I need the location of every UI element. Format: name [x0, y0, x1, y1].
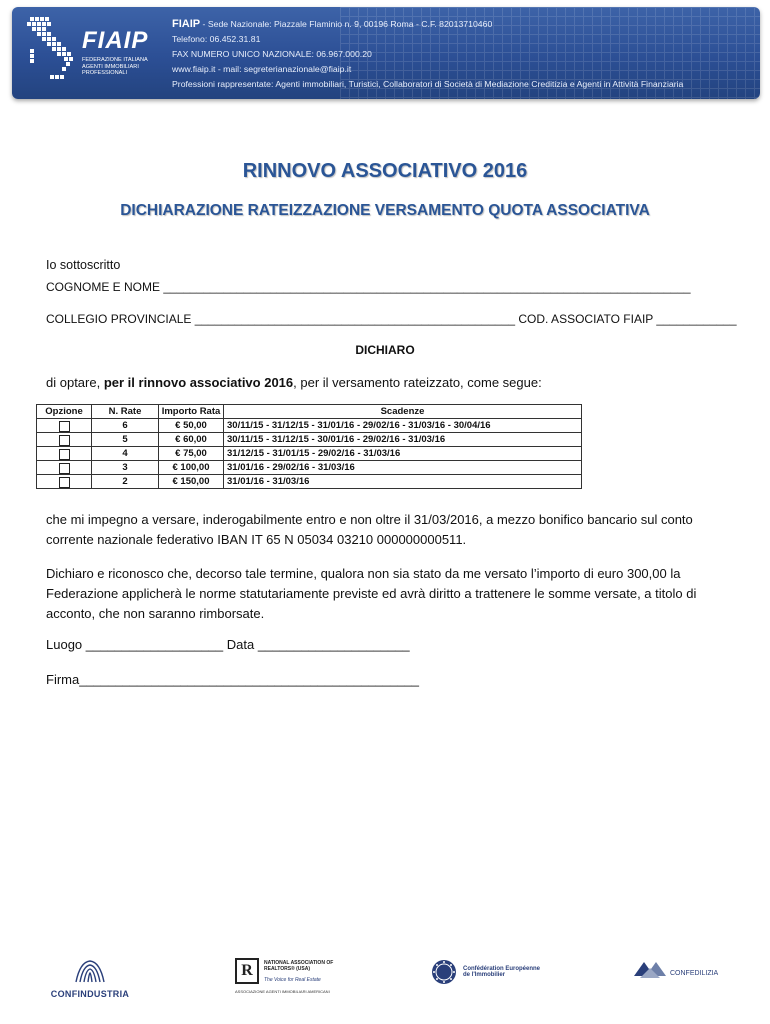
option-sentence: di optare, per il rinnovo associativo 2016, per il versamento rateizzato, come segue:: [46, 375, 542, 390]
nar-tagline: The Voice for Real Estate: [264, 977, 321, 983]
option-checkbox[interactable]: [59, 449, 70, 460]
commitment-paragraph: che mi impegno a versare, inderogabilmente entro e non oltre il 31/03/2016, a mezzo bonifico bancario sul conto corrente nazionale federativo IBAN IT 65 N 05034 03210 000000000511.: [46, 512, 693, 547]
confedilizia-label: CONFEDILIZIA: [670, 969, 719, 977]
header-web: www.fiaip.it - mail: segreterianazionale@fiaip.it: [172, 64, 352, 74]
header-fax: FAX NUMERO UNICO NAZIONALE: 06.967.000.20: [172, 49, 372, 59]
header-phone: Telefono: 06.452.31.81: [172, 34, 261, 44]
nar-subtitle: ASSOCIAZIONE AGENTI IMMOBILIARI AMERICANI: [235, 989, 330, 994]
option-checkbox[interactable]: [59, 463, 70, 474]
table-row: 2 € 150,00 31/01/16 - 31/03/16: [37, 475, 582, 489]
header-address-line: FIAIP - Sede Nazionale: Piazzale Flaminio n. 9, 00196 Roma - C.F. 82013710460: [172, 18, 493, 30]
header-professions: Professioni rappresentate: Agenti immobiliari, Turistici, Collaboratori di Società di Mediazione Creditizia e Agenti in Attività Finanziaria: [172, 79, 684, 89]
signature-field[interactable]: Firma_______________________________________________: [46, 672, 420, 687]
table-row: 4 € 75,00 31/12/15 - 31/01/15 - 29/02/16 - 31/03/16: [37, 447, 582, 461]
rates-table: [36, 404, 582, 489]
confedilizia-emblem-icon: [632, 958, 668, 980]
italy-map-icon: [22, 13, 82, 91]
cepi-logo: [430, 958, 540, 986]
col-scadenze: Scadenze: [224, 405, 582, 419]
confedilizia-logo: [632, 958, 727, 980]
cepi-line1: Confédération Européenne: [462, 966, 540, 972]
confindustria-emblem-icon: [72, 958, 108, 984]
col-n-rate: N. Rate: [92, 405, 159, 419]
cepi-line2: de l'Immobilier: [462, 972, 506, 978]
collegio-field[interactable]: COLLEGIO PROVINCIALE ________________________________________________ COD. ASSOCIATO FIAIP ____________: [46, 312, 737, 326]
logo-wordmark: FIAIP: [82, 27, 149, 54]
table-row: 6 € 50,00 30/11/15 - 31/12/15 - 31/01/16 - 29/02/16 - 31/03/16 - 30/04/16: [37, 419, 582, 433]
fiaip-logo: [22, 13, 172, 93]
acknowledgement-paragraph: Dichiaro e riconosco che, decorso tale termine, qualora non sia stato da me versato l’importo di euro 300,00 la Federazione applicherà le norme statutariamente previste ed avrà diritto a trattenere le somme versate, a titolo di acconto, che non saranno rimborsate.: [46, 566, 697, 621]
option-checkbox[interactable]: [59, 435, 70, 446]
table-header-row: [37, 405, 582, 419]
col-option: Opzione: [37, 405, 92, 419]
header-banner: [12, 7, 760, 99]
nar-logo: [235, 958, 345, 994]
table-row: 5 € 60,00 30/11/15 - 31/12/15 - 30/01/16 - 29/02/16 - 31/03/16: [37, 433, 582, 447]
header-info: [172, 17, 760, 92]
table-row: 3 € 100,00 31/01/16 - 29/02/16 - 31/03/16: [37, 461, 582, 475]
place-date-field[interactable]: Luogo ___________________ Data _____________________: [46, 637, 410, 652]
declare-heading: DICHIARO: [355, 343, 415, 357]
confindustria-logo: [44, 958, 136, 999]
page-subtitle: DICHIARAZIONE RATEIZZAZIONE VERSAMENTO QUOTA ASSOCIATIVA: [120, 202, 650, 219]
realtor-r-icon: R: [235, 958, 259, 984]
nar-name: NATIONAL ASSOCIATION OF REALTORS® (USA): [264, 960, 334, 972]
col-importo: Importo Rata: [159, 405, 224, 419]
cepi-globe-icon: [430, 958, 458, 986]
option-checkbox[interactable]: [59, 477, 70, 488]
option-checkbox[interactable]: [59, 421, 70, 432]
page-title: RINNOVO ASSOCIATIVO 2016: [242, 160, 528, 182]
logo-subtitle: FEDERAZIONE ITALIANA AGENTI IMMOBILIARI PROFESSIONALI: [82, 57, 148, 76]
name-field[interactable]: COGNOME E NOME _______________________________________________________________________________: [46, 280, 691, 294]
confindustria-label: CONFINDUSTRIA: [50, 989, 130, 999]
intro-text: Io sottoscritto: [46, 258, 121, 272]
